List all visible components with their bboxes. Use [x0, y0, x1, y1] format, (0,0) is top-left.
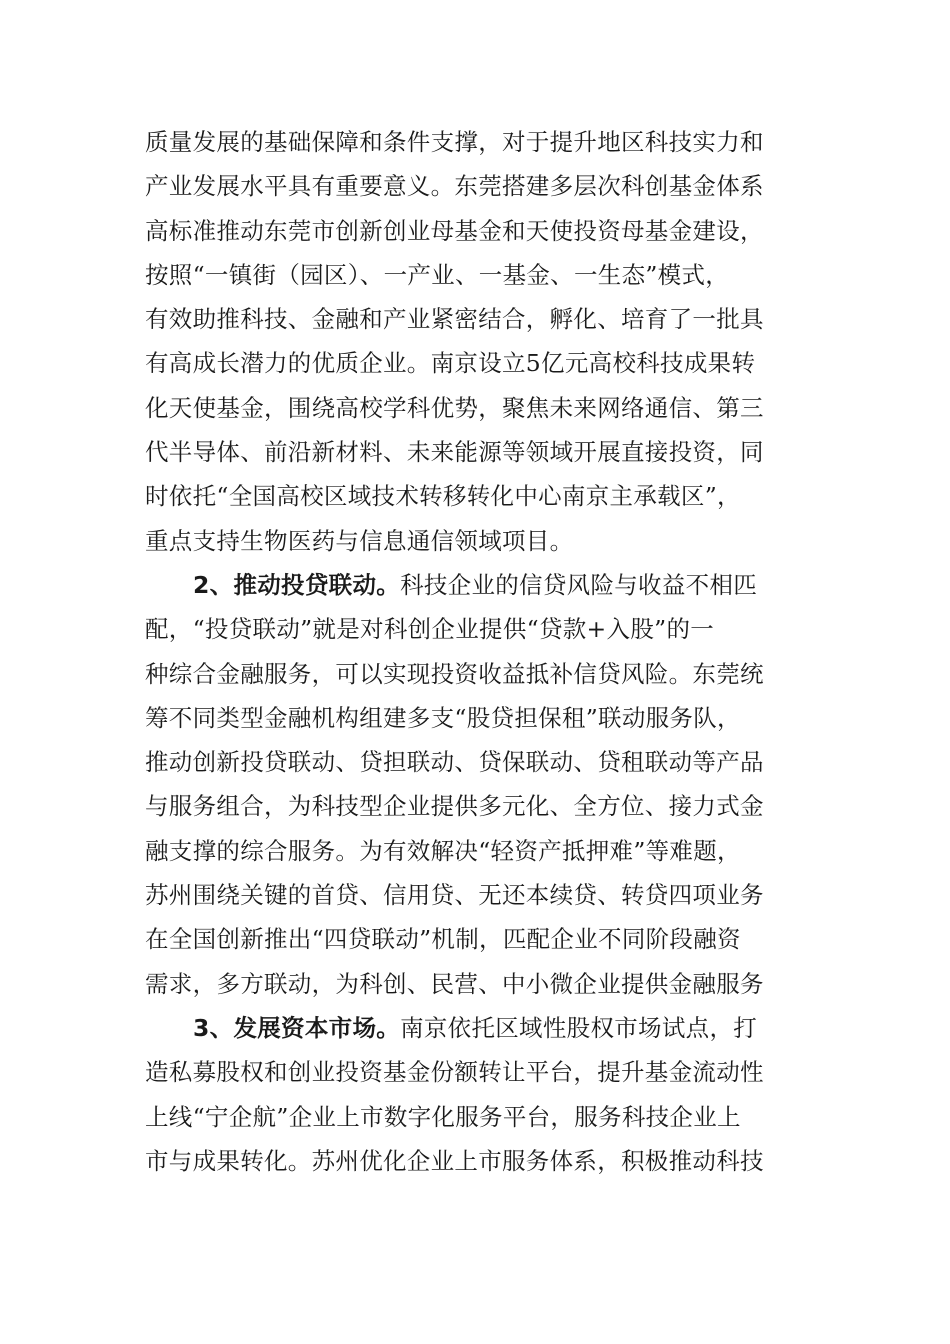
text-run: 科技企业的信贷风险与收益不相匹 [400, 570, 758, 599]
text-line: 有效助推科技、金融和产业紧密结合，孵化、培育了一批具 [145, 305, 764, 334]
text-line: 上线“宁企航”企业上市数字化服务平台，服务科技企业上 [145, 1102, 741, 1131]
paragraph-3 [145, 1006, 815, 1183]
paragraph-first-line [145, 563, 815, 607]
text-line: 有高成长潜力的优质企业。南京设立5亿元高校科技成果转 [145, 349, 756, 378]
section-heading: 3、发展资本市场。 [193, 1013, 401, 1042]
text-line: 质量发展的基础保障和条件支撑，对于提升地区科技实力和 [145, 128, 764, 156]
text-line: 需求，多方联动，为科创、民营、中小微企业提供金融服务 [145, 969, 764, 998]
text-line: 与服务组合，为科技型企业提供多元化、全方位、接力式金 [145, 792, 764, 821]
text-line: 化天使基金，围绕高校学科优势，聚焦未来网络通信、第三 [145, 393, 764, 422]
text-line: 推动创新投贷联动、贷担联动、贷保联动、贷租联动等产品 [145, 748, 764, 777]
text-line: 时依托“全国高校区域技术转移转化中心南京主承载区”， [145, 482, 741, 511]
text-line: 筹不同类型金融机构组建多支“股贷担保租”联动服务队， [145, 703, 741, 732]
text-line: 产业发展水平具有重要意义。东莞搭建多层次科创基金体系 [145, 172, 764, 201]
text-line: 造私募股权和创业投资基金份额转让平台，提升基金流动性 [145, 1058, 764, 1087]
text-line: 种综合金融服务，可以实现投资收益抵补信贷风险。东莞统 [145, 659, 764, 688]
text-line: 代半导体、前沿新材料、未来能源等领域开展直接投资，同 [145, 438, 764, 467]
text-line: 苏州围绕关键的首贷、信用贷、无还本续贷、转贷四项业务 [145, 881, 764, 910]
text-line: 按照“一镇街（园区）、一产业、一基金、一生态”模式， [145, 260, 730, 289]
text-line: 市与成果转化。苏州优化企业上市服务体系，积极推动科技 [145, 1146, 764, 1175]
text-line: 重点支持生物医药与信息通信领域项目。 [145, 526, 574, 555]
text-line: 融支撑的综合服务。为有效解决“轻资产抵押难”等难题， [145, 836, 741, 865]
paragraph-2 [145, 563, 815, 1006]
body-text [145, 120, 815, 1183]
section-heading: 2、推动投贷联动。 [193, 570, 401, 599]
text-line: 高标准推动东莞市创新创业母基金和天使投资母基金建设， [145, 216, 764, 245]
text-run: 南京依托区域性股权市场试点，打 [400, 1013, 758, 1042]
text-line: 在全国创新推出“四贷联动”机制，匹配企业不同阶段融资 [145, 925, 741, 954]
text-line: 配，“投贷联动”就是对科创企业提供“贷款+入股”的一 [145, 615, 715, 644]
paragraph-first-line [145, 1006, 815, 1050]
paragraph-1 [145, 120, 815, 563]
